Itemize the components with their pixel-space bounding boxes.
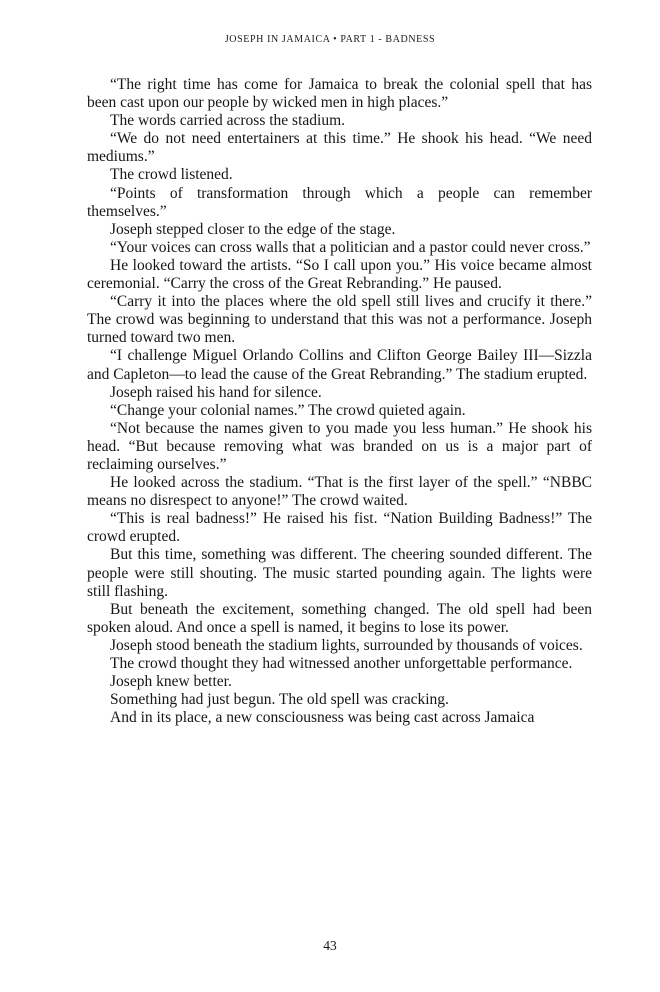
paragraph: And in its place, a new consciousness was being cast across Jamaica xyxy=(110,709,535,727)
paragraph: “Change your colonial names.” The crowd quieted again. xyxy=(110,401,466,419)
paragraph: But this time, something was different. The cheering sounded different. The people were still shouting. The music started pounding again. The lights were still flashing. xyxy=(87,546,592,600)
paragraph: Something had just begun. The old spell was cracking. xyxy=(110,691,449,709)
paragraph: “I challenge Miguel Orlando Collins and Clifton George Bailey III—Sizzla and Capleton—to lead the cause of the Great Rebranding.” The stadium erupted. xyxy=(87,347,592,383)
paragraph: “We do not need entertainers at this time.” He shook his head. “We need mediums.” xyxy=(87,130,592,166)
paragraph: “Points of transformation through which a people can remember themselves.” xyxy=(87,184,592,220)
paragraph: The words carried across the stadium. xyxy=(110,112,346,130)
paragraph: “This is real badness!” He raised his fist. “Nation Building Badness!” The crowd erupted. xyxy=(87,510,592,546)
paragraph: “The right time has come for Jamaica to break the colonial spell that has been cast upon our people by wicked men in high places.” xyxy=(87,76,592,112)
paragraph: Joseph raised his hand for silence. xyxy=(110,383,322,401)
paragraph: “Not because the names given to you made you less human.” He shook his head. “But because removing what was branded on us is a major part of reclaiming ourselves.” xyxy=(87,419,592,473)
paragraph: “Carry it into the places where the old spell still lives and crucify it there.” The crowd was beginning to understand that this was not a performance. Joseph turned toward two men. xyxy=(87,293,592,347)
paragraph: Joseph stepped closer to the edge of the stage. xyxy=(110,220,396,238)
paragraph: The crowd thought they had witnessed another unforgettable performance. xyxy=(110,655,573,672)
paragraph: Joseph stood beneath the stadium lights, surrounded by thousands of voices. xyxy=(110,636,583,654)
paragraph: “Your voices can cross walls that a politician and a pastor could never cross.” xyxy=(110,238,591,256)
paragraph: He looked toward the artists. “So I call upon you.” His voice became almost ceremonial. “Carry the cross of the Great Rebranding.” He paused. xyxy=(87,256,592,293)
body-text xyxy=(87,76,592,727)
paragraph: He looked across the stadium. “That is the first layer of the spell.” “NBBC means no disrespect to anyone!” The crowd waited. xyxy=(87,474,592,510)
running-head: JOSEPH IN JAMAICA • PART 1 - BADNESS xyxy=(224,34,436,45)
paragraph: Joseph knew better. xyxy=(110,673,232,691)
paragraph: The crowd listened. xyxy=(110,166,233,184)
paragraph: But beneath the excitement, something changed. The old spell had been spoken aloud. And once a spell is named, it begins to lose its power. xyxy=(87,600,592,636)
page-number: 43 xyxy=(323,938,337,953)
